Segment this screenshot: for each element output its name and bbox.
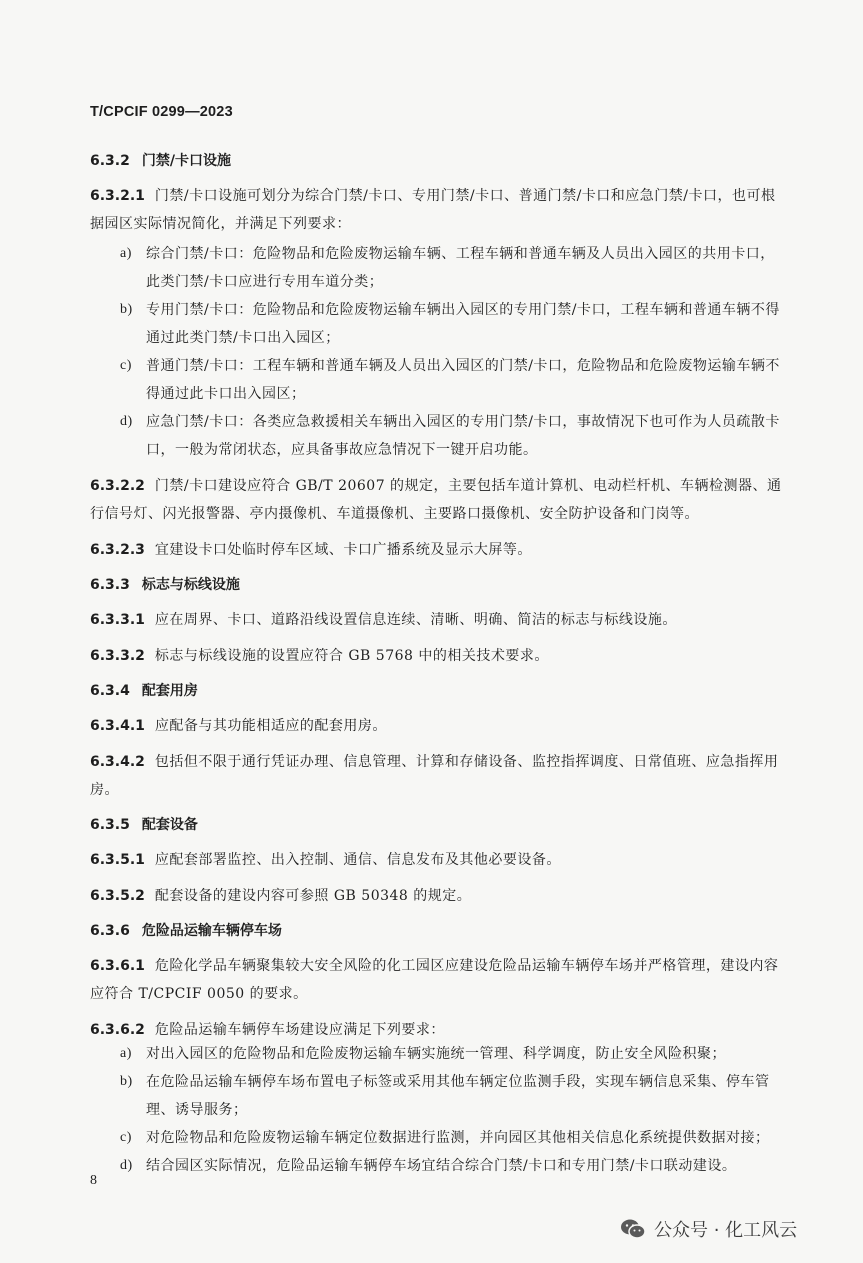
clause-number: 6.3.5.1 [90,852,145,868]
section-number: 6.3.4 [90,683,130,699]
section-heading-6-3-6 [90,918,788,944]
clause-6-3-5-1 [90,846,788,874]
clause-number: 6.3.6.2 [90,1022,145,1038]
watermark [620,1214,797,1244]
clause-text: 配套设备的建设内容可参照 GB 50348 的规定。 [154,888,472,904]
document-id: T/CPCIF 0299—2023 [90,104,233,120]
clause-text: 门禁/卡口设施可划分为综合门禁/卡口、专用门禁/卡口、普通门禁/卡口和应急门禁/卡口，也可根据园区实际情况简化，并满足下列要求： [90,188,776,232]
document-body [90,148,788,1188]
clause-6-3-5-2 [90,882,788,910]
list-item [90,240,788,296]
clause-6-3-4-2 [90,748,788,804]
clause-number: 6.3.2.1 [90,188,145,204]
clause-6-3-2-3 [90,536,788,564]
clause-number: 6.3.3.2 [90,648,145,664]
clause-text: 包括但不限于通行凭证办理、信息管理、计算和存储设备、监控指挥调度、日常值班、应急指挥用房。 [90,754,779,798]
list-marker: a) [120,1046,132,1061]
list-item [90,352,788,408]
section-title: 配套用房 [141,683,198,699]
clause-text: 应在周界、卡口、道路沿线设置信息连续、清晰、明确、简洁的标志与标线设施。 [154,612,677,628]
section-number: 6.3.5 [90,817,130,833]
clause-text: 应配备与其功能相适应的配套用房。 [154,718,387,734]
list-item-text: 对危险物品和危险废物运输车辆定位数据进行监测，并向园区其他相关信息化系统提供数据对接； [146,1130,770,1146]
list-item [90,1124,788,1152]
list-item-text: 对出入园区的危险物品和危险废物运输车辆实施统一管理、科学调度，防止安全风险积聚； [146,1046,726,1062]
clause-6-3-4-1 [90,712,788,740]
clause-number: 6.3.4.2 [90,754,145,770]
clause-number: 6.3.3.1 [90,612,145,628]
clause-text: 门禁/卡口建设应符合 GB/T 20607 的规定，主要包括车道计算机、电动栏杆机、车辆检测器、通行信号灯、闪光报警器、亭内摄像机、车道摄像机、主要路口摄像机、安全防护设备和门岗等。 [90,478,782,522]
clause-6-3-2-1 [90,182,788,238]
section-number: 6.3.3 [90,577,130,593]
section-title: 门禁/卡口设施 [141,153,231,169]
list-marker: b) [120,1074,133,1089]
list-item [90,1040,788,1068]
clause-number: 6.3.2.2 [90,478,145,494]
list-item-text: 专用门禁/卡口：危险物品和危险废物运输车辆出入园区的专用门禁/卡口，工程车辆和普通车辆不得通过此类门禁/卡口出入园区； [146,302,780,346]
clause-6-3-3-2 [90,642,788,670]
clause-text: 危险品运输车辆停车场建设应满足下列要求： [154,1022,445,1038]
requirement-list [90,240,788,464]
section-title: 危险品运输车辆停车场 [141,923,282,939]
list-item-text: 应急门禁/卡口：各类应急救援相关车辆出入园区的专用门禁/卡口，事故情况下也可作为人员疏散卡口，一般为常闭状态，应具备事故应急情况下一键开启功能。 [146,414,780,458]
list-marker: a) [120,246,132,261]
list-marker: b) [120,302,133,317]
clause-text: 危险化学品车辆聚集较大安全风险的化工园区应建设危险品运输车辆停车场并严格管理，建设内容应符合 T/CPCIF 0050 的要求。 [90,958,779,1002]
clause-text: 应配套部署监控、出入控制、通信、信息发布及其他必要设备。 [154,852,561,868]
list-item-text: 综合门禁/卡口：危险物品和危险废物运输车辆、工程车辆和普通车辆及人员出入园区的共用卡口，此类门禁/卡口应进行专用车道分类； [146,246,775,290]
watermark-text: 公众号 · 化工风云 [654,1220,798,1241]
list-marker: c) [120,1130,132,1145]
clause-number: 6.3.5.2 [90,888,145,904]
section-heading-6-3-2 [90,148,788,174]
section-heading-6-3-3 [90,572,788,598]
list-marker: d) [120,1158,133,1173]
clause-6-3-3-1 [90,606,788,634]
list-item [90,1068,788,1124]
wechat-icon [620,1218,646,1240]
list-item [90,296,788,352]
section-title: 标志与标线设施 [141,577,240,593]
clause-number: 6.3.4.1 [90,718,145,734]
list-item [90,408,788,464]
clause-number: 6.3.2.3 [90,542,145,558]
list-marker: d) [120,414,133,429]
clause-text: 宜建设卡口处临时停车区域、卡口广播系统及显示大屏等。 [154,542,532,558]
section-title: 配套设备 [141,817,198,833]
list-item-text: 结合园区实际情况，危险品运输车辆停车场宜结合综合门禁/卡口和专用门禁/卡口联动建设。 [146,1158,737,1174]
clause-text: 标志与标线设施的设置应符合 GB 5768 中的相关技术要求。 [154,648,549,664]
section-heading-6-3-5 [90,812,788,838]
clause-number: 6.3.6.1 [90,958,145,974]
requirement-list [90,1040,788,1180]
page-number: 8 [90,1173,97,1188]
list-item [90,1152,788,1180]
section-number: 6.3.6 [90,923,130,939]
list-marker: c) [120,358,132,373]
list-item-text: 在危险品运输车辆停车场布置电子标签或采用其他车辆定位监测手段，实现车辆信息采集、停车管理、诱导服务； [146,1074,770,1118]
section-heading-6-3-4 [90,678,788,704]
clause-6-3-6-1 [90,952,788,1008]
list-item-text: 普通门禁/卡口：工程车辆和普通车辆及人员出入园区的门禁/卡口，危险物品和危险废物运输车辆不得通过此卡口出入园区； [146,358,780,402]
clause-6-3-2-2 [90,472,788,528]
section-number: 6.3.2 [90,153,130,169]
